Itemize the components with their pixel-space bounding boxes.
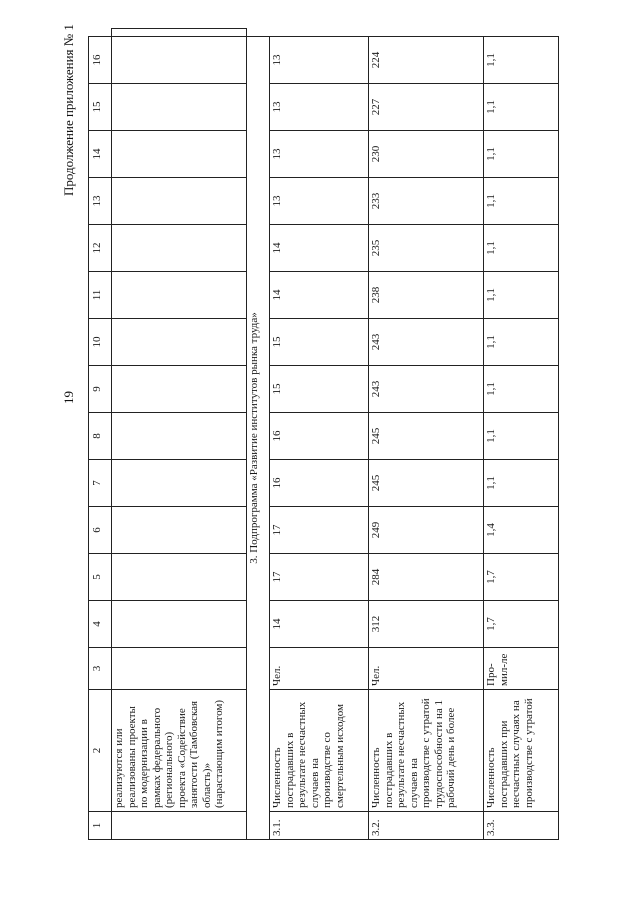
header-cell: 10 [89, 319, 112, 366]
value-cell: 13 [270, 178, 369, 225]
header-cell: 13 [89, 178, 112, 225]
header-cell: 11 [89, 272, 112, 319]
row-number-cell [112, 812, 247, 840]
value-cell [112, 507, 247, 554]
unit-cell: Про-мил-ле [484, 648, 559, 690]
value-cell [112, 319, 247, 366]
value-cell: 14 [270, 601, 369, 648]
value-cell: 243 [369, 319, 484, 366]
table-body [89, 29, 559, 840]
page-number: 19 [61, 391, 76, 404]
value-cell: 14 [270, 225, 369, 272]
value-cell [112, 225, 247, 272]
value-cell: 13 [270, 37, 369, 84]
value-cell: 16 [270, 413, 369, 460]
value-cell: 245 [369, 460, 484, 507]
value-cell: 1,1 [484, 178, 559, 225]
value-cell [112, 460, 247, 507]
header-cell: 3 [89, 648, 112, 690]
value-cell: 1,7 [484, 554, 559, 601]
header-cell: 2 [89, 690, 112, 812]
value-cell: 1,7 [484, 601, 559, 648]
header-cell: 4 [89, 601, 112, 648]
section-row [247, 29, 270, 840]
value-cell [112, 272, 247, 319]
value-cell: 1,1 [484, 413, 559, 460]
continuation-label: Продолжение приложения № 1 [61, 24, 76, 196]
header-cell: 14 [89, 131, 112, 178]
header-cell: 9 [89, 366, 112, 413]
unit-cell: Чел. [270, 648, 369, 690]
value-cell: 1,1 [484, 460, 559, 507]
row-number-cell: 3.3. [484, 812, 559, 840]
header-cell: 8 [89, 413, 112, 460]
value-cell: 1,1 [484, 131, 559, 178]
value-cell: 15 [270, 366, 369, 413]
value-cell [112, 29, 247, 37]
value-cell: 235 [369, 225, 484, 272]
value-cell: 243 [369, 366, 484, 413]
indicator-table-frame [88, 28, 608, 840]
header-cell: 6 [89, 507, 112, 554]
value-cell: 13 [270, 131, 369, 178]
header-cell: 7 [89, 460, 112, 507]
header-cell: 16 [89, 37, 112, 84]
header-row [89, 29, 112, 840]
value-cell: 1,1 [484, 366, 559, 413]
value-cell: 1,4 [484, 507, 559, 554]
value-cell: 1,1 [484, 319, 559, 366]
value-cell [112, 178, 247, 225]
row-number-cell: 3.1. [270, 812, 369, 840]
value-cell: 230 [369, 131, 484, 178]
value-cell [112, 37, 247, 84]
indicator-cell: Численность пострадавших в результате несчастных случаев на производстве с утратой трудоспособности на 1 рабочий день и более [369, 690, 484, 812]
indicator-cell: Численность пострадавших в результате несчастных случаев на производстве со смертельным исходом [270, 690, 369, 812]
header-cell: 12 [89, 225, 112, 272]
table-row [270, 29, 369, 840]
indicator-cell: реализуются или реализованы проекты по модернизации в рамках федерального (регионального) проекта «Содействие занятости (Тамбовская область)» (нарастающим итогом) [112, 690, 247, 812]
section-title: 3. Подпрограмма «Развитие институтов рынка труда» [247, 37, 270, 840]
table-row [369, 29, 484, 840]
header-cell: 15 [89, 84, 112, 131]
value-cell: 13 [270, 84, 369, 131]
table-row [112, 29, 247, 840]
value-cell: 227 [369, 84, 484, 131]
value-cell: 224 [369, 37, 484, 84]
value-cell: 1,1 [484, 272, 559, 319]
value-cell: 238 [369, 272, 484, 319]
value-cell: 15 [270, 319, 369, 366]
row-number-cell: 3.2. [369, 812, 484, 840]
table-row [484, 29, 559, 840]
value-cell: 17 [270, 507, 369, 554]
value-cell: 1,1 [484, 225, 559, 272]
value-cell: 14 [270, 272, 369, 319]
value-cell [112, 648, 247, 690]
value-cell: 249 [369, 507, 484, 554]
value-cell [112, 413, 247, 460]
unit-cell: Чел. [369, 648, 484, 690]
value-cell [112, 601, 247, 648]
value-cell: 284 [369, 554, 484, 601]
value-cell: 17 [270, 554, 369, 601]
value-cell [112, 366, 247, 413]
value-cell: 233 [369, 178, 484, 225]
value-cell: 312 [369, 601, 484, 648]
indicator-table [88, 28, 559, 840]
value-cell [112, 84, 247, 131]
value-cell [112, 554, 247, 601]
value-cell [112, 131, 247, 178]
indicator-cell: Численность пострадавших при несчастных случаях на производстве с утратой [484, 690, 559, 812]
value-cell: 245 [369, 413, 484, 460]
value-cell: 16 [270, 460, 369, 507]
header-cell: 5 [89, 554, 112, 601]
value-cell: 1,1 [484, 37, 559, 84]
header-cell: 1 [89, 812, 112, 840]
value-cell: 1,1 [484, 84, 559, 131]
